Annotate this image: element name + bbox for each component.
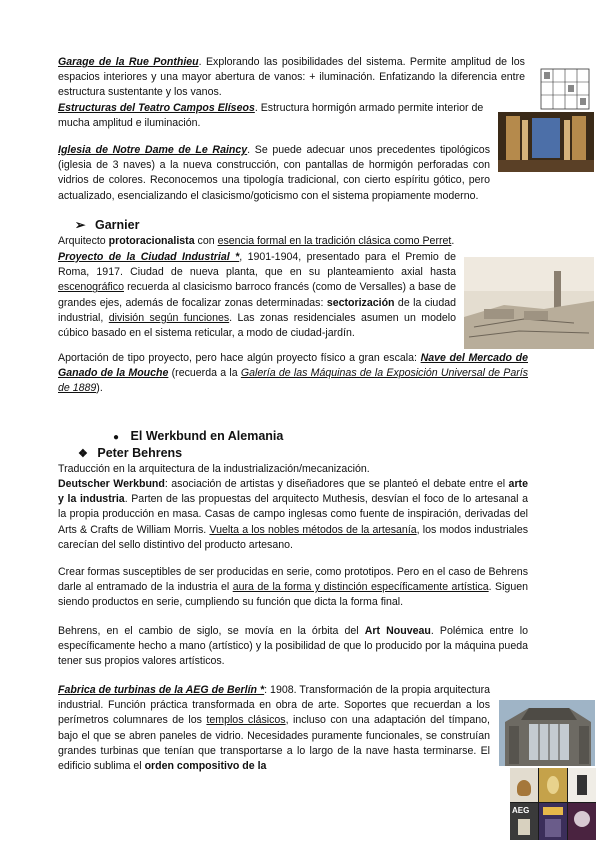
text-teatro-campos-eliseos: . Estructura hormigón armado permite interior de mucha amplitud e iluminación. [58, 102, 484, 130]
text-segment: Arquitecto [58, 235, 109, 247]
text-bold-sectorizacion: sectorización [326, 296, 395, 309]
text-segment: . Las zonas residenciales asumen un modelo cúbico basado en el sistema reticular, a modo de ciudad-jardín. [58, 311, 456, 340]
text-bold-art-nouveau: Art Nouveau [364, 625, 431, 637]
paragraph-notre-dame-raincy [58, 143, 490, 204]
link-galeria-maquinas[interactable]: Galería de las Máquinas de la Exposición Universal de París de 1889 [58, 367, 529, 395]
paragraph-garnier-intro [58, 234, 538, 249]
text-bold-arte-industria: arte y la industria [58, 478, 528, 506]
text-segment: . Siguen siendo productos en serie, cumpliendo su función que dicta la forma final. [58, 581, 528, 609]
text-segment: de la ciudad industrial, [58, 296, 456, 324]
text-underlined-aura: aura de la forma y distinción específicamente artística [232, 581, 489, 594]
kettle-photo-icon [510, 768, 538, 802]
text-segment: ). [96, 382, 103, 395]
paragraph-aportacion [58, 351, 528, 397]
lamp-photo-icon [539, 768, 567, 802]
text-segment: : 1908. Transformación de la propia arquitectura industrial. Función práctica transformada en obra de arte. Soportes que recuerdan a los perímetros columnares de los [58, 684, 490, 727]
heading-garnier-text: Garnier [94, 218, 140, 232]
text-segment: . Parten de las propuestas del arquitecto Muthesis, desvían el foco de lo artesanal a la propia producción en masa. Casas de campo inglesas como fuente de inspiración, derivadas del Arts & Crafts de William Morris. [58, 493, 528, 536]
image-garage-ponthieu [535, 64, 595, 114]
link-notre-dame-raincy[interactable]: Iglesia de Notre Dame de Le Raincy [58, 144, 248, 156]
text-segment: , 1901-1904, presentado para el Premio de Roma, 1917. Ciudad de nueva planta, que en su planteamiento axial hasta [58, 251, 456, 279]
heading-garnier [75, 217, 139, 232]
text-segment: (recuerda a la [168, 367, 241, 380]
aeg-logo-text: AEG [512, 806, 530, 815]
text-underlined-escenografico: escenográfico [58, 281, 124, 294]
text-underlined-esencia: esencia formal en la tradición clásica como Perret [217, 235, 452, 247]
text-underlined-division: división según funciones [108, 311, 230, 324]
ad-poster-icon [539, 803, 567, 840]
poster-photo-icon [568, 768, 596, 802]
text-segment: Behrens, en el cambio de siglo, se movía en la órbita del [58, 625, 365, 637]
dot-bullet-icon: ● [113, 432, 120, 443]
link-teatro-campos-eliseos[interactable]: Estructuras del Teatro Campos Elíseos [58, 102, 255, 114]
paragraph-garage-ponthieu [58, 55, 525, 101]
text-underlined-templos: templos clásicos [206, 714, 286, 727]
heading-werkbund-text: El Werkbund en Alemania [130, 429, 284, 443]
paragraph-crear-formas [58, 565, 528, 611]
image-aeg-factory [499, 700, 595, 766]
arrow-bullet-icon: ➢ [75, 218, 86, 232]
link-ciudad-industrial[interactable]: Proyecto de la Ciudad Industrial * [58, 251, 240, 263]
heading-peter-behrens [78, 446, 182, 460]
factory-photo-icon [499, 700, 595, 766]
paragraph-teatro-campos-eliseos [58, 101, 498, 131]
text-garage-ponthieu: . Explorando las posibilidades del sistema. Permite amplitud de los espacios interiores y una mayor abertura de vanos: + iluminación. Enfatizando la diferencia entre estructura sustentante y los vanos. [58, 56, 525, 99]
church-interior-icon [498, 112, 594, 172]
text-notre-dame-raincy: . Se puede adecuar unos precedentes tipológicos (iglesia de 3 naves) a la nueva construcción, con pantallas de hormigón perforadas con vidrios de colores. Reconocemos una tipología tradicional, con cierto espíritu gótico, pero actualizado, esencializando el clasicismo/goticismo con el sistema propiamente moderno. [58, 144, 490, 202]
heading-peter-behrens-text: Peter Behrens [97, 446, 183, 460]
text-segment: , los modos industriales carecían del sello distintivo del producto artesano. [58, 523, 529, 551]
paragraph-behrens-art-nouveau [58, 624, 528, 670]
link-aeg-turbinas[interactable]: Fabrica de turbinas de la AEG de Berlín * [58, 684, 265, 696]
text-segment: Aportación de tipo proyecto, pero hace algún proyecto físico a gran escala: [58, 352, 421, 364]
text-segment: : asociación de artistas y diseñadores que se planteó el debate entre el [164, 478, 509, 490]
link-nave-mercado[interactable]: Nave del Mercado de Ganado de la Mouche [58, 352, 528, 380]
text-segment: . Polémica entre lo específicamente hecho a mano (artístico) y la posibilidad de que lo producido por la máquina pueda tener sus propios valores artísticos. [58, 625, 528, 668]
text-segment: con [194, 235, 218, 247]
aeg-logo-poster-icon [510, 803, 538, 840]
diamond-bullet-icon: ❖ [78, 448, 88, 460]
text-segment: Crear formas susceptibles de ser producidas en serie, como prototipos. Pero en el caso de Behrens darle al entramado de la industria el [58, 566, 528, 594]
fan-poster-icon [568, 803, 596, 840]
paragraph-aeg-turbinas [58, 683, 490, 774]
paragraph-deutscher-werkbund [58, 477, 528, 553]
text-segment: recuerda al clasicismo barroco francés (como de Versalles) a base de grandes ejes, además de focalizar zonas determinadas: [58, 281, 456, 309]
paragraph-ciudad-industrial [58, 250, 456, 341]
city-drawing-icon [464, 257, 594, 349]
text-bold-protoracionalista: protoracionalista [108, 235, 195, 247]
text-underlined-vuelta: Vuelta a los nobles métodos de la artesanía [209, 523, 417, 536]
text-segment: . [451, 235, 455, 247]
text-traduccion: Traducción en la arquitectura de la industrialización/mecanización. [58, 463, 370, 475]
text-bold-deutscher-werkbund: Deutscher Werkbund [58, 478, 165, 490]
link-garage-ponthieu[interactable]: Garage de la Rue Ponthieu [58, 56, 199, 68]
text-bold-orden-compositivo: orden compositivo de la [144, 760, 267, 773]
image-ciudad-industrial [464, 257, 594, 349]
heading-werkbund [113, 429, 283, 443]
garage-drawing-icon [535, 64, 595, 114]
image-notre-dame-raincy [498, 112, 594, 172]
paragraph-traduccion [58, 462, 528, 477]
text-segment: , incluso con una adaptación del tímpano, bajo el que se abren paneles de vidrio. Necesidades puramente funcionales, se construían grandes turbinas que tenían que transportarse a lo largo de la nave hasta terminarse. El edificio sublima el [58, 714, 491, 773]
image-aeg-products-collage [510, 768, 596, 840]
